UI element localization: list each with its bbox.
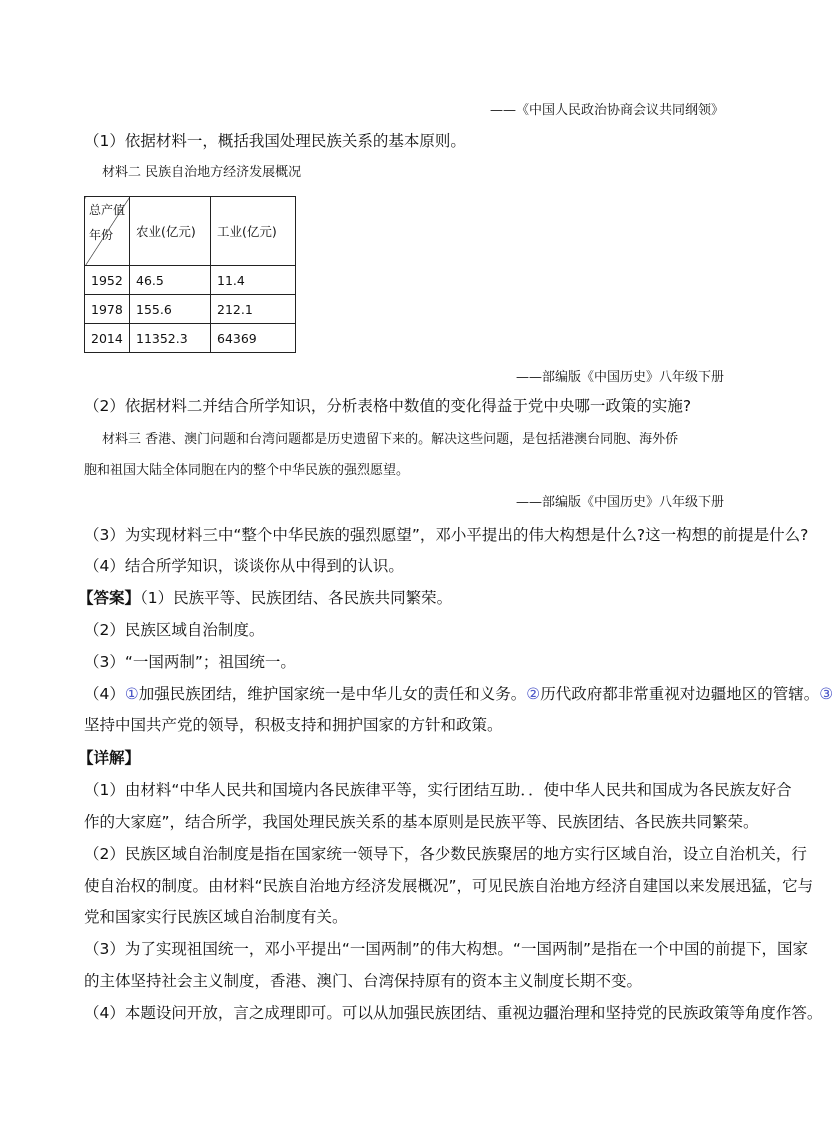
answer-3: （3）“一国两制”；祖国统一。: [84, 653, 296, 671]
row-agriculture: 46.5: [130, 266, 211, 295]
answer-4-line-2: 坚持中国共产党的领导，积极支持和拥护国家的方针和政策。: [84, 716, 503, 734]
marker-1: ①: [124, 685, 139, 703]
answer-2: （2）民族区域自治制度。: [84, 621, 265, 639]
detail-3-line-2: 的主体坚持社会主义制度，香港、澳门、台湾保持原有的资本主义制度长期不变。: [84, 972, 643, 990]
question-2: （2）依据材料二并结合所学知识，分析表格中数值的变化得益于党中央哪一政策的实施?: [84, 397, 692, 415]
corner-top-label: 总产值: [88, 203, 125, 217]
material-3-line-1: 材料三 香港、澳门问题和台湾问题都是历史遗留下来的。解决这些问题，是包括港澳台同胞、海外侨: [102, 432, 679, 447]
question-1: （1）依据材料一，概括我国处理民族关系的基本原则。: [84, 132, 466, 150]
detail-2-line-2: 使自治权的制度。由材料“民族自治地方经济发展概况”，可见民族自治地方经济自建国以来发展迅猛，它与: [84, 877, 814, 895]
detail-label: 【详解】: [78, 749, 141, 767]
material-2-title: 材料二 民族自治地方经济发展概况: [102, 165, 302, 180]
header-agriculture: 农业(亿元): [130, 197, 211, 266]
detail-1-line-2: 作的大家庭”，结合所学，我国处理民族关系的基本原则是民族平等、民族团结、各民族共同繁荣。: [84, 813, 759, 831]
detail-4-line-1: （4）本题设问开放，言之成理即可。可以从加强民族团结、重视边疆治理和坚持党的民族政策等角度作答。: [84, 1004, 823, 1022]
material-3-line-2: 胞和祖国大陆全体同胞在内的整个中华民族的强烈愿望。: [84, 463, 410, 478]
answer-block: [78, 588, 452, 608]
corner-bottom-label: 年份: [89, 228, 114, 242]
source-line-3: ——部编版《中国历史》八年级下册: [515, 495, 724, 510]
marker-2: ②: [526, 685, 541, 703]
row-year: 1952: [85, 266, 130, 295]
header-industry: 工业(亿元): [211, 197, 296, 266]
detail-1-line-1: （1）由材料“中华人民共和国境内各民族律平等，实行团结互助．．使中华人民共和国成为各民族友好合: [84, 781, 792, 799]
answer-4-prefix: （4）: [84, 685, 125, 703]
question-3: （3）为实现材料三中“整个中华民族的强烈愿望”，邓小平提出的伟大构想是什么?这一构想的前提是什么?: [84, 526, 809, 544]
row-year: 1978: [85, 295, 130, 324]
detail-2-line-1: （2）民族区域自治制度是指在国家统一领导下，各少数民族聚居的地方实行区域自治，设立自治机关，行: [84, 845, 807, 863]
question-4: （4）结合所学知识，谈谈你从中得到的认识。: [84, 557, 404, 575]
source-line-2: ——部编版《中国历史》八年级下册: [515, 370, 724, 385]
answer-1: （1）民族平等、民族团结、各民族共同繁荣。: [140, 589, 453, 607]
row-industry: 11.4: [211, 266, 296, 295]
row-industry: 212.1: [211, 295, 296, 324]
marker-3: ③: [819, 685, 833, 703]
detail-2-line-3: 党和国家实行民族区域自治制度有关。: [84, 908, 348, 926]
answer-label: 【答案】: [78, 589, 141, 607]
answer-4-text-2: 历代政府都非常重视对边疆地区的管辖。: [540, 685, 820, 703]
table-row: [85, 324, 296, 353]
row-agriculture: 11352.3: [130, 324, 211, 353]
row-agriculture: 155.6: [130, 295, 211, 324]
table-row: [85, 266, 296, 295]
row-year: 2014: [85, 324, 130, 353]
source-line-1: ——《中国人民政治协商会议共同纲领》: [489, 103, 724, 118]
answer-4-line-1: [84, 684, 833, 704]
economy-table: [84, 196, 296, 353]
detail-3-line-1: （3）为了实现祖国统一，邓小平提出“一国两制”的伟大构想。“一国两制”是指在一个中国的前提下，国家: [84, 940, 808, 958]
row-industry: 64369: [211, 324, 296, 353]
answer-4-text-1: 加强民族团结，维护国家统一是中华儿女的责任和义务。: [138, 685, 527, 703]
table-row: [85, 295, 296, 324]
table-corner-cell: [85, 197, 130, 266]
